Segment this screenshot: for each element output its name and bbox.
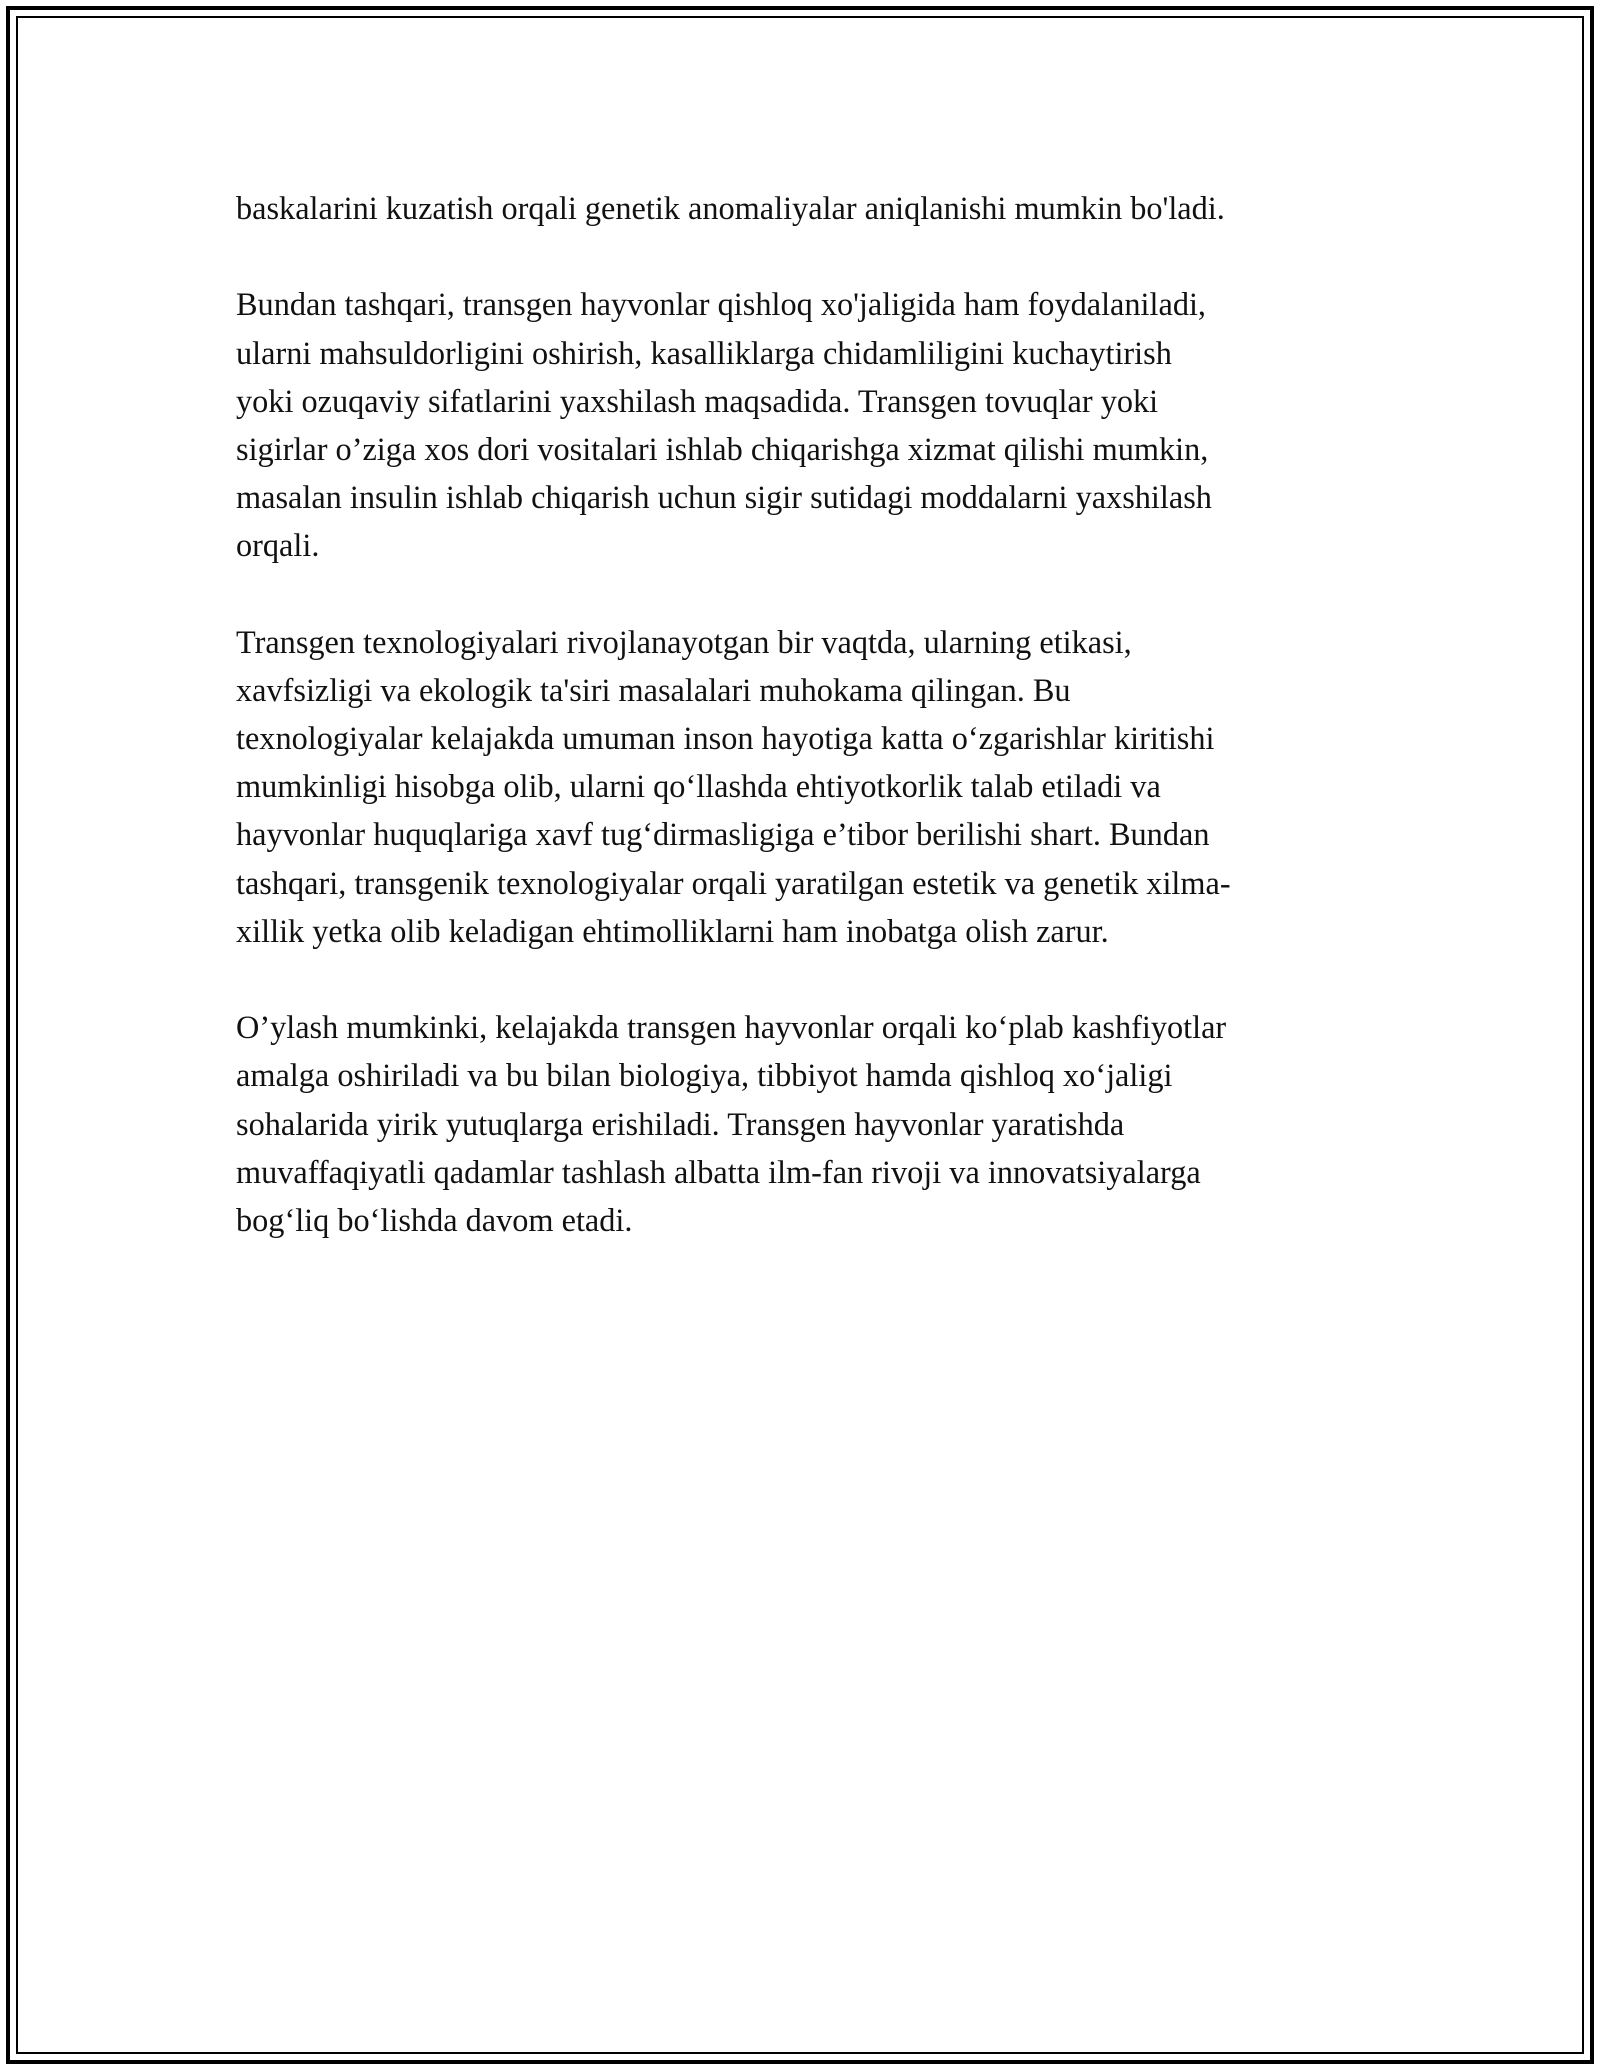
text-line: Transgen texnologiyalari rivojlanayotgan bir vaqtda, ularning etikasi,: [236, 623, 1132, 660]
text-line: baskalarini kuzatish orqali genetik anomaliyalar aniqlanishi mumkin bo'ladi.: [236, 190, 1225, 226]
text-line: muvaffaqiyatli qadamlar tashlash albatta ilm-fan rivoji va innovatsiyalarga: [236, 1153, 1201, 1190]
text-line: hayvonlar huquqlariga xavf tug‘dirmasligiga e’tibor berilishi shart. Bundan: [236, 816, 1210, 853]
document-body: [236, 184, 1366, 1292]
text-line: orqali.: [236, 527, 320, 564]
text-line: yoki ozuqaviy sifatlarini yaxshilash maqsadida. Transgen tovuqlar yoki: [236, 382, 1159, 419]
text-line: texnologiyalar kelajakda umuman inson hayotiga katta o‘zgarishlar kiritishi: [236, 720, 1215, 757]
text-line: sigirlar o’ziga xos dori vositalari ishlab chiqarishga xizmat qilishi mumkin,: [236, 430, 1209, 467]
text-line: bog‘liq bo‘lishda davom etadi.: [236, 1201, 633, 1238]
paragraph-3: [236, 618, 1366, 955]
text-line: xillik yetka olib keladigan ehtimolliklarni ham inobatga olish zarur.: [236, 912, 1109, 949]
text-line: masalan insulin ishlab chiqarish uchun sigir sutidagi moddalarni yaxshilash: [236, 479, 1212, 516]
text-line: Bundan tashqari, transgen hayvonlar qishloq xo'jaligida ham foydalaniladi,: [236, 286, 1207, 323]
paragraph-1: [236, 184, 1366, 232]
paragraph-4: [236, 1003, 1366, 1244]
text-line: O’ylash mumkinki, kelajakda transgen hayvonlar orqali ko‘plab kashfiyotlar: [236, 1009, 1227, 1046]
text-line: xavfsizligi va ekologik ta'siri masalalari muhokama qilingan. Bu: [236, 671, 1071, 708]
text-line: ularni mahsuldorligini oshirish, kasalliklarga chidamliligini kuchaytirish: [236, 334, 1172, 371]
paragraph-2: [236, 280, 1366, 569]
text-line: mumkinligi hisobga olib, ularni qo‘llashda ehtiyotkorlik talab etiladi va: [236, 768, 1161, 805]
text-line: tashqari, transgenik texnologiyalar orqali yaratilgan estetik va genetik xilma-: [236, 864, 1231, 901]
text-line: sohalarida yirik yutuqlarga erishiladi. Transgen hayvonlar yaratishda: [236, 1105, 1125, 1142]
text-line: amalga oshiriladi va bu bilan biologiya, tibbiyot hamda qishloq xo‘jaligi: [236, 1057, 1173, 1094]
